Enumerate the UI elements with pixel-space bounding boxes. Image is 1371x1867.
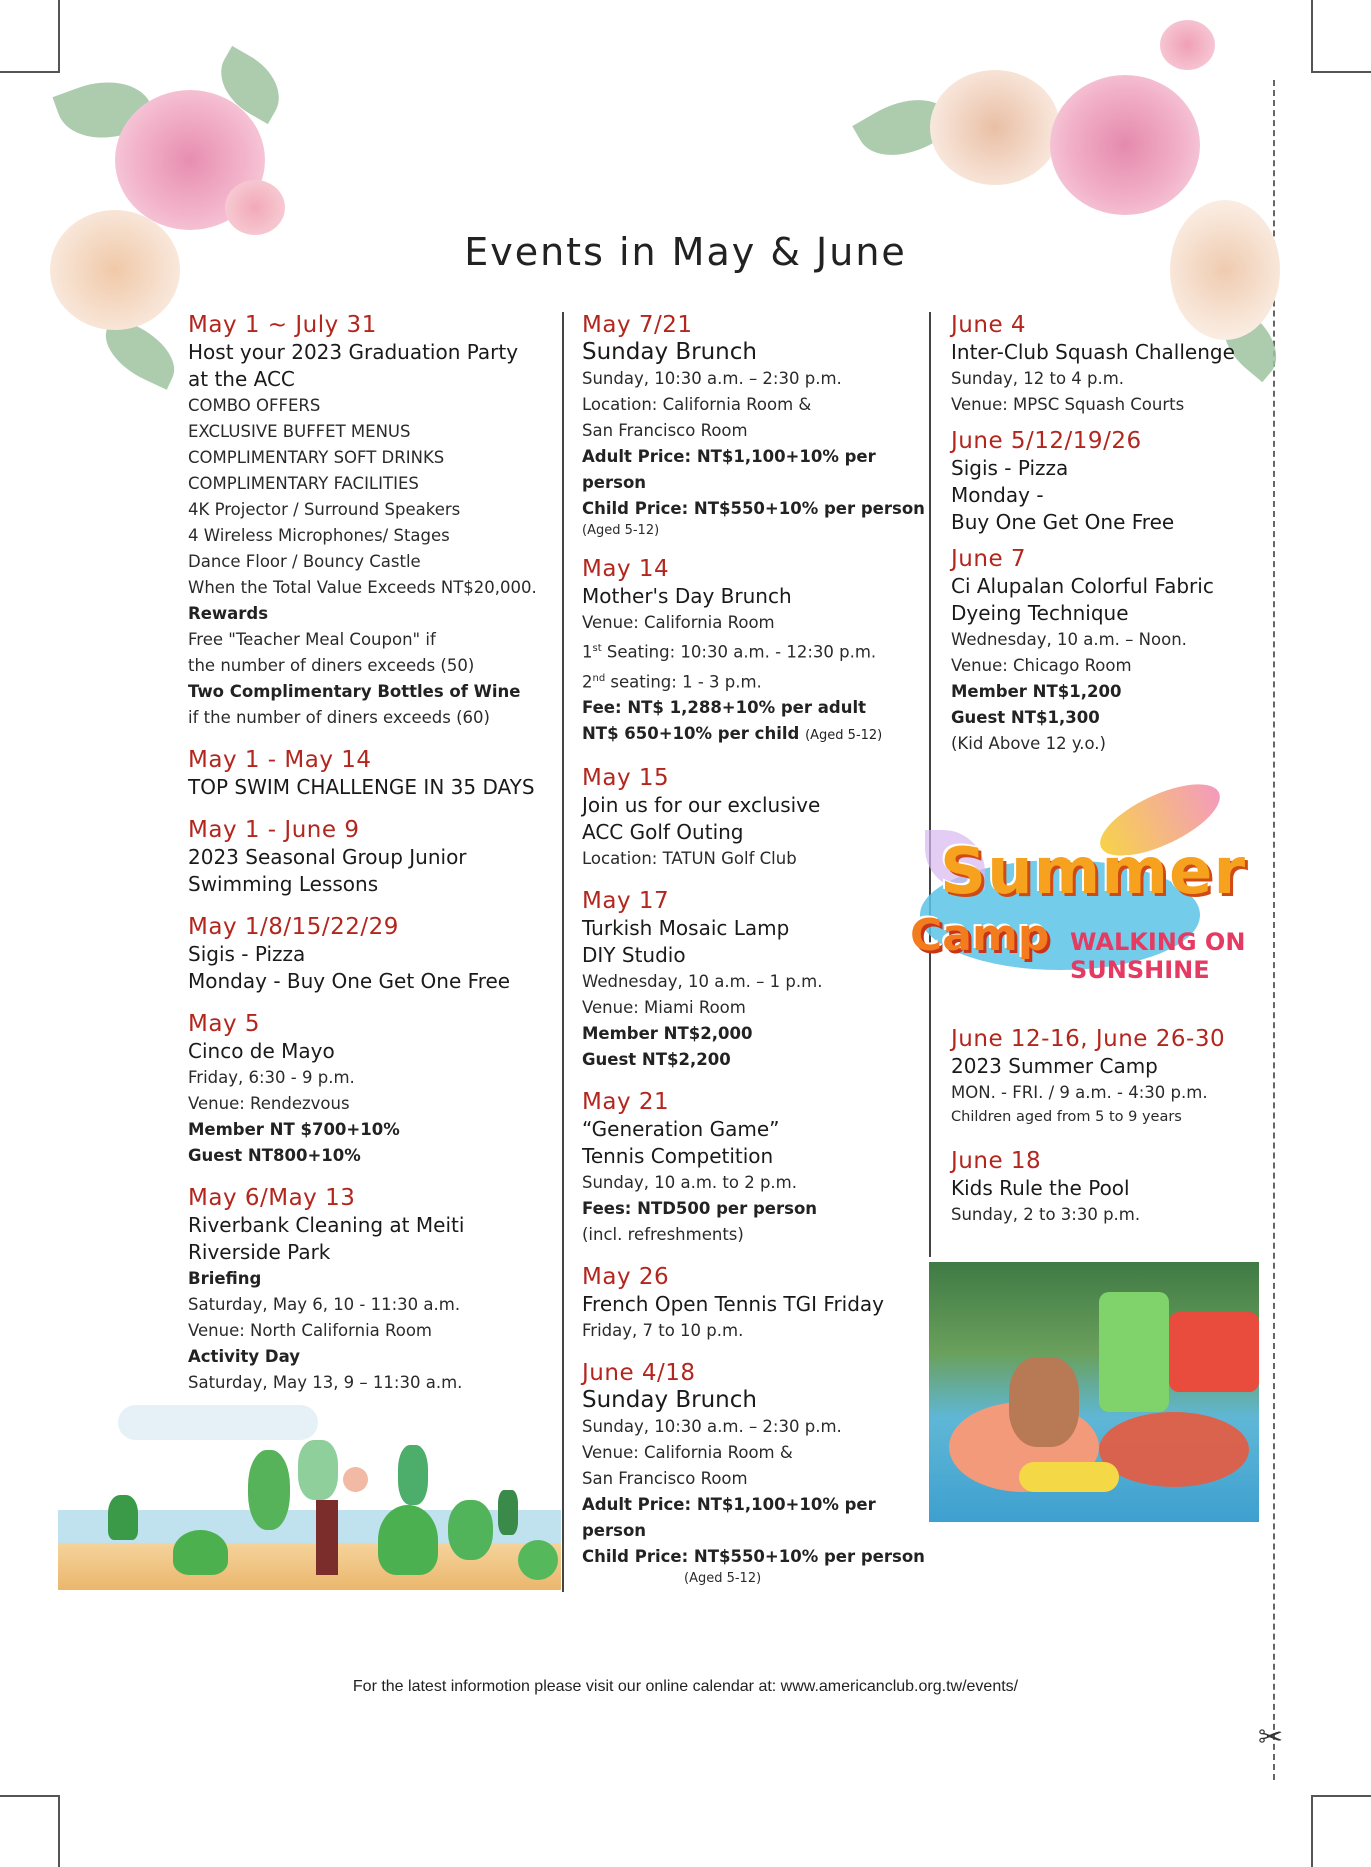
event-title: Buy One Get One Free [951, 510, 1175, 534]
event-title: Swimming Lessons [188, 872, 379, 896]
logo-text-summer: Summer [940, 835, 1246, 909]
event-detail: Child Price: NT$550+10% per person [582, 1547, 925, 1566]
event-title: Riverside Park [188, 1240, 331, 1264]
event-detail: Free "Teacher Meal Coupon" if [188, 630, 436, 649]
event-title: Join us for our exclusive [582, 793, 821, 817]
event-detail: Adult Price: NT$1,100+10% per person [582, 447, 876, 492]
event-date: June 7 [951, 546, 1027, 572]
event-detail: (incl. refreshments) [582, 1225, 744, 1244]
event-detail: Wednesday, 10 a.m. – 1 p.m. [582, 972, 823, 991]
cut-line [1273, 80, 1275, 1780]
event-title: DIY Studio [582, 943, 686, 967]
event-date: June 12-16, June 26-30 [951, 1026, 1226, 1052]
event-title: Mother's Day Brunch [582, 584, 792, 608]
crop-mark [58, 0, 60, 72]
event-detail: Fees: NTD500 per person [582, 1199, 818, 1218]
events-column-3-lower [951, 1026, 1271, 1244]
event-detail: Rewards [188, 604, 269, 623]
event-detail: San Francisco Room [582, 1469, 748, 1488]
event-item [951, 546, 1271, 757]
event-detail: Venue: Miami Room [582, 998, 746, 1017]
event-detail: Sunday, 10 a.m. to 2 p.m. [582, 1173, 797, 1192]
crop-mark [58, 1795, 60, 1867]
event-title: 2023 Summer Camp [951, 1054, 1158, 1078]
event-title: Sigis - Pizza [951, 456, 1069, 480]
event-detail: Briefing [188, 1269, 262, 1288]
event-detail: Sunday, 10:30 a.m. – 2:30 p.m. [582, 1417, 842, 1436]
event-detail: Member NT$1,200 [951, 682, 1122, 701]
event-detail: Fee: NT$ 1,288+10% per adult [582, 698, 866, 717]
event-date: May 21 [582, 1089, 670, 1115]
event-item [582, 1264, 932, 1344]
event-date: May 17 [582, 888, 670, 914]
event-title: Tennis Competition [582, 1144, 774, 1168]
events-column-3 [951, 312, 1271, 773]
event-date: June 18 [951, 1148, 1042, 1174]
event-item [951, 312, 1271, 418]
event-title: 2023 Seasonal Group Junior [188, 845, 467, 869]
event-detail: Location: TATUN Golf Club [582, 849, 797, 868]
event-title: ACC Golf Outing [582, 820, 744, 844]
crop-mark [1311, 1795, 1313, 1867]
crop-mark [1311, 1795, 1371, 1797]
event-title: French Open Tennis TGI Friday [582, 1292, 885, 1316]
event-detail: Wednesday, 10 a.m. – Noon. [951, 630, 1187, 649]
event-detail: Venue: California Room [582, 613, 775, 632]
event-item [188, 817, 560, 898]
event-item [951, 428, 1271, 536]
column-divider [562, 312, 564, 1592]
crop-mark [0, 1795, 60, 1797]
event-detail: Adult Price: NT$1,100+10% per person [582, 1495, 876, 1540]
event-detail: Venue: North California Room [188, 1321, 433, 1340]
event-title: Cinco de Mayo [188, 1039, 335, 1063]
event-date: May 14 [582, 556, 670, 582]
event-title: Monday - [951, 483, 1044, 507]
event-date: May 6/May 13 [188, 1185, 356, 1211]
events-column-1 [188, 312, 560, 1412]
event-date: May 5 [188, 1011, 260, 1037]
event-date: May 15 [582, 765, 670, 791]
event-date: May 1 - June 9 [188, 817, 360, 843]
event-detail: Friday, 6:30 - 9 p.m. [188, 1068, 355, 1087]
event-detail: COMBO OFFERS [188, 396, 321, 415]
event-title: Ci Alupalan Colorful Fabric [951, 574, 1214, 598]
event-item [188, 1011, 560, 1169]
event-detail: MON. - FRI. / 9 a.m. - 4:30 p.m. [951, 1083, 1208, 1102]
logo-tagline-2: SUNSHINE [1070, 956, 1210, 984]
event-date: May 1 ~ July 31 [188, 312, 377, 338]
event-title: Dyeing Technique [951, 601, 1129, 625]
event-item [188, 1185, 560, 1396]
event-detail: Venue: Chicago Room [951, 656, 1132, 675]
event-detail: (Aged 5-12) [684, 1571, 762, 1586]
event-detail: Sunday, 10:30 a.m. – 2:30 p.m. [582, 369, 842, 388]
event-detail: COMPLIMENTARY SOFT DRINKS [188, 448, 445, 467]
event-item [188, 312, 560, 731]
crop-mark [1311, 71, 1371, 73]
event-date: May 1 - May 14 [188, 747, 372, 773]
event-title: Sunday Brunch [582, 1387, 757, 1413]
event-detail: Child Price: NT$550+10% per person [582, 499, 925, 518]
event-detail: Guest NT$2,200 [582, 1050, 731, 1069]
event-date: May 7/21 [582, 312, 693, 338]
event-detail: San Francisco Room [582, 421, 748, 440]
event-detail: COMPLIMENTARY FACILITIES [188, 474, 419, 493]
event-date: June 5/12/19/26 [951, 428, 1142, 454]
event-detail: Friday, 7 to 10 p.m. [582, 1321, 744, 1340]
event-title: TOP SWIM CHALLENGE IN 35 DAYS [188, 775, 535, 799]
event-detail: Saturday, May 6, 10 - 11:30 a.m. [188, 1295, 461, 1314]
beach-cleanup-illustration [58, 1405, 561, 1590]
event-detail: NT$ 650+10% per child (Aged 5-12) [582, 724, 883, 743]
event-title: Sigis - Pizza [188, 942, 306, 966]
event-item [582, 1089, 932, 1248]
event-date: June 4/18 [582, 1360, 696, 1386]
event-title: “Generation Game” [582, 1117, 780, 1141]
pool-photo [929, 1262, 1259, 1522]
event-title: Monday - Buy One Get One Free [188, 969, 511, 993]
event-detail: 1st Seating: 10:30 a.m. - 12:30 p.m. [582, 642, 877, 662]
event-title: Riverbank Cleaning at Meiti [188, 1213, 465, 1237]
event-title: Turkish Mosaic Lamp [582, 916, 790, 940]
event-detail: Location: California Room & [582, 395, 812, 414]
event-title: Inter-Club Squash Challenge [951, 340, 1235, 364]
event-detail: Sunday, 12 to 4 p.m. [951, 369, 1125, 388]
event-detail: Activity Day [188, 1347, 300, 1366]
crop-mark [1311, 0, 1313, 72]
event-date: May 26 [582, 1264, 670, 1290]
event-detail: Member NT$2,000 [582, 1024, 753, 1043]
event-title: Sunday Brunch [582, 339, 757, 365]
page-title: Events in May & June [464, 230, 907, 275]
event-detail: Member NT $700+10% [188, 1120, 400, 1139]
event-detail: Sunday, 2 to 3:30 p.m. [951, 1205, 1141, 1224]
event-detail: Guest NT$1,300 [951, 708, 1100, 727]
event-detail: 2nd seating: 1 - 3 p.m. [582, 672, 762, 691]
logo-tagline-1: WALKING ON [1070, 928, 1246, 956]
event-detail: Venue: Rendezvous [188, 1094, 350, 1113]
event-item [582, 312, 932, 540]
event-detail: Two Complimentary Bottles of Wine [188, 682, 521, 701]
event-title: Host your 2023 Graduation Party [188, 340, 519, 364]
footer-note: For the latest informotion please visit our online calendar at: www.americanclub.org.tw/events/ [352, 1678, 1019, 1695]
event-item [188, 914, 560, 995]
event-detail: 4 Wireless Microphones/ Stages [188, 526, 450, 545]
event-item [951, 1026, 1271, 1128]
event-title: at the ACC [188, 367, 295, 391]
event-detail: Venue: California Room & [582, 1443, 793, 1462]
event-detail: Guest NT800+10% [188, 1146, 361, 1165]
event-title: Kids Rule the Pool [951, 1176, 1130, 1200]
event-detail: 4K Projector / Surround Speakers [188, 500, 461, 519]
event-detail: Venue: MPSC Squash Courts [951, 395, 1185, 414]
event-detail: Children aged from 5 to 9 years [951, 1109, 1182, 1125]
event-item [951, 1148, 1271, 1228]
event-item [582, 1360, 932, 1588]
event-detail: Saturday, May 13, 9 – 11:30 a.m. [188, 1373, 463, 1392]
event-detail: the number of diners exceeds (50) [188, 656, 475, 675]
event-detail: Dance Floor / Bouncy Castle [188, 552, 421, 571]
event-detail: EXCLUSIVE BUFFET MENUS [188, 422, 411, 441]
event-detail: if the number of diners exceeds (60) [188, 708, 490, 727]
scissors-icon: ✂ [1258, 1720, 1284, 1755]
logo-text-camp: Camp [910, 910, 1050, 961]
event-detail: (Aged 5-12) [582, 523, 660, 538]
event-date: May 1/8/15/22/29 [188, 914, 399, 940]
event-item [582, 556, 932, 749]
event-item [188, 747, 560, 801]
crop-mark [0, 71, 60, 73]
event-date: June 4 [951, 312, 1027, 338]
summer-camp-logo [880, 790, 1265, 1005]
event-detail: When the Total Value Exceeds NT$20,000. [188, 578, 537, 597]
event-detail: (Kid Above 12 y.o.) [951, 734, 1106, 753]
